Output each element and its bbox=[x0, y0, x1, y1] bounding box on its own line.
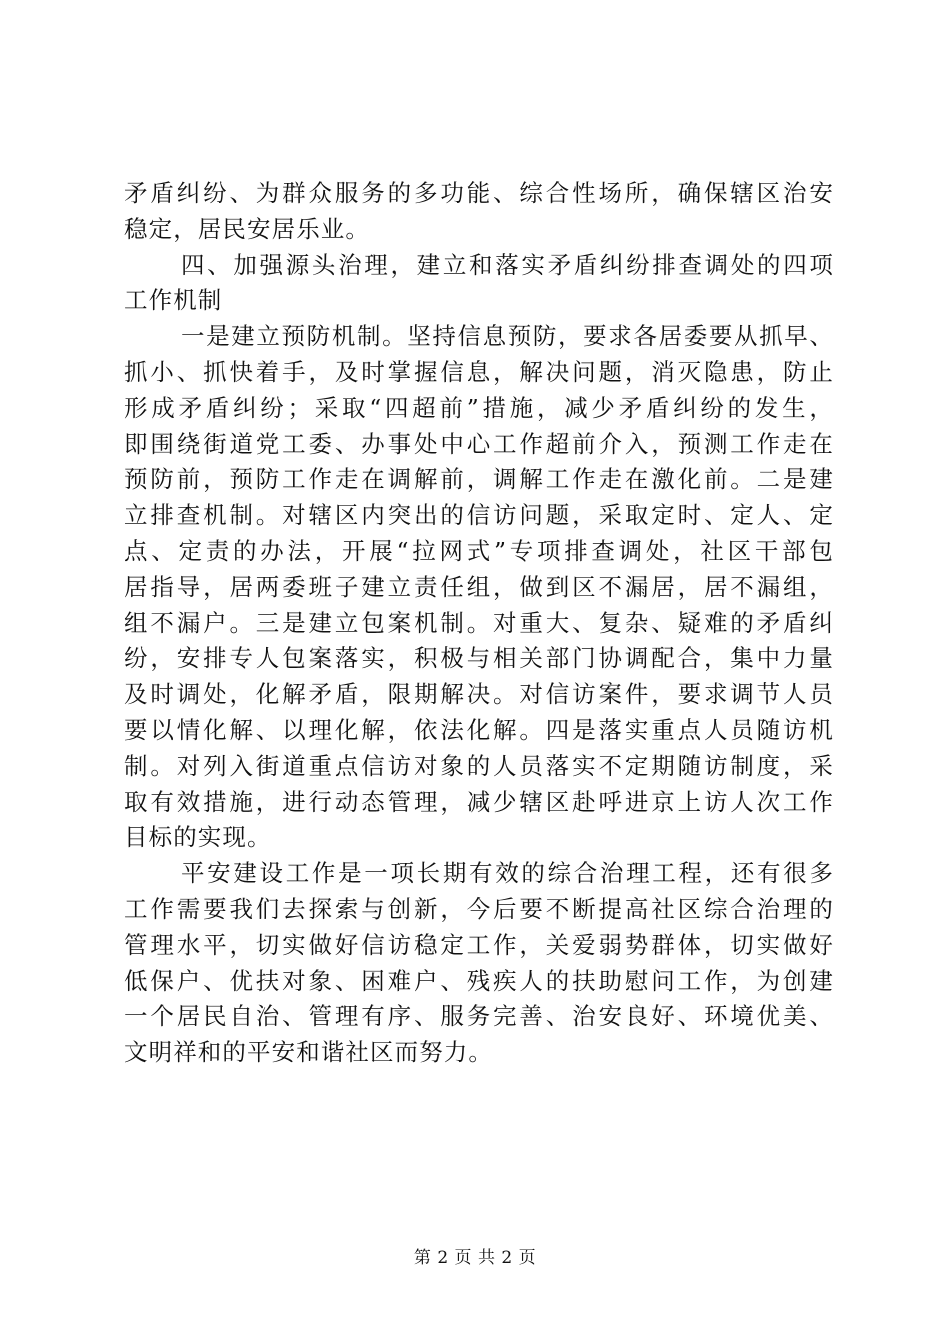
text-line: 一个居民自治、管理有序、服务完善、治安良好、环境优美、 bbox=[124, 1002, 834, 1031]
text-line: 纷，安排专人包案落实，积极与相关部门协调配合，集中力量 bbox=[124, 644, 834, 673]
text-line: 管理水平，切实做好信访稳定工作，关爱弱势群体，切实做好 bbox=[124, 930, 834, 959]
text-line: 一是建立预防机制。坚持信息预防，要求各居委要从抓早、 bbox=[181, 322, 834, 351]
text-line: 稳定，居民安居乐业。 bbox=[124, 214, 370, 243]
text-line: 工作需要我们去探索与创新，今后要不断提高社区综合治理的 bbox=[124, 894, 834, 923]
text-line: 组不漏户。三是建立包案机制。对重大、复杂、疑难的矛盾纠 bbox=[124, 608, 834, 637]
page-footer bbox=[0, 1243, 950, 1268]
text-line: 平安建设工作是一项长期有效的综合治理工程，还有很多 bbox=[181, 859, 834, 888]
text-line: 取有效措施，进行动态管理，减少辖区赴呼进京上访人次工作 bbox=[124, 787, 834, 816]
text-line: 立排查机制。对辖区内突出的信访问题，采取定时、定人、定 bbox=[124, 501, 834, 530]
text-line: 点、定责的办法，开展“拉网式”专项排查调处，社区干部包 bbox=[124, 536, 834, 565]
text-line: 目标的实现。 bbox=[124, 823, 272, 852]
text-line: 及时调处，化解矛盾，限期解决。对信访案件，要求调节人员 bbox=[124, 680, 834, 709]
text-line: 文明祥和的平安和谐社区而努力。 bbox=[124, 1038, 493, 1067]
section-heading-line: 工作机制 bbox=[124, 286, 223, 315]
text-line: 形成矛盾纠纷；采取“四超前”措施，减少矛盾纠纷的发生， bbox=[124, 393, 834, 422]
text-line: 矛盾纠纷、为群众服务的多功能、综合性场所，确保辖区治安 bbox=[124, 179, 834, 207]
section-heading-line: 四、加强源头治理，建立和落实矛盾纠纷排查调处的四项 bbox=[181, 250, 834, 279]
text-line: 预防前，预防工作走在调解前，调解工作走在激化前。二是建 bbox=[124, 465, 834, 494]
text-line: 抓小、抓快着手，及时掌握信息，解决问题，消灭隐患，防止 bbox=[124, 357, 834, 386]
text-line: 居指导，居两委班子建立责任组，做到区不漏居，居不漏组， bbox=[124, 572, 834, 601]
text-line: 要以情化解、以理化解，依法化解。四是落实重点人员随访机 bbox=[124, 715, 834, 744]
text-line: 制。对列入街道重点信访对象的人员落实不定期随访制度，采 bbox=[124, 751, 834, 780]
page-number-label: 第 2 页 共 2 页 bbox=[413, 1248, 537, 1268]
text-line: 即围绕街道党工委、办事处中心工作超前介入，预测工作走在 bbox=[124, 429, 834, 458]
document-body bbox=[124, 176, 834, 1071]
text-line: 低保户、优扶对象、困难户、残疾人的扶助慰问工作，为创建 bbox=[124, 966, 834, 995]
